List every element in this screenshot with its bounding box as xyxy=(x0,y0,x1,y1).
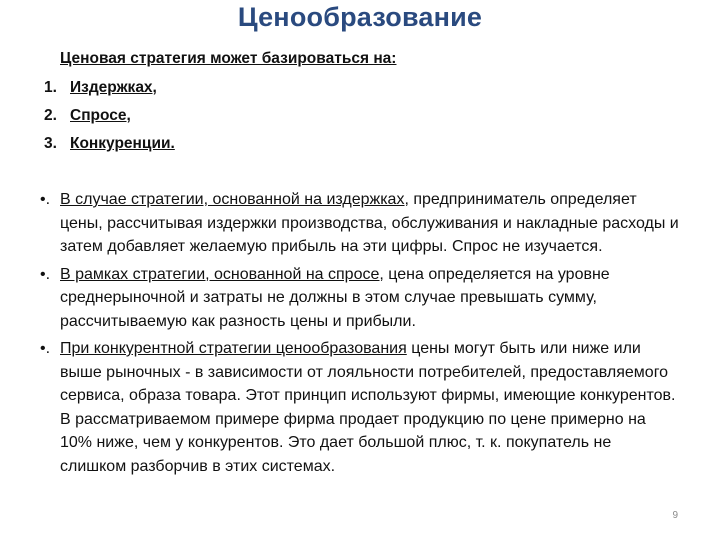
bullet-text: предприниматель определяет цены, рассчитывая издержки производства, обслуживания и накладные расходы и затем добавляет желаемую прибыль на эти цифры. Спрос не изучается. xyxy=(60,191,679,255)
bullet-item xyxy=(40,263,680,334)
page-number: 9 xyxy=(672,510,678,521)
slide-title: Ценообразование xyxy=(237,2,483,32)
list-item xyxy=(44,102,175,130)
list-number: 1. xyxy=(44,79,57,96)
list-number: 2. xyxy=(44,107,57,124)
bullet-item xyxy=(40,337,680,478)
bullet-lead: В рамках стратегии, основанной на спросе, xyxy=(60,265,384,283)
list-item xyxy=(44,74,175,102)
list-text: Конкуренции. xyxy=(70,135,175,152)
bullet-text: цены могут быть или ниже или выше рыночных - в зависимости от лояльности потребителей, предоставляемого сервиса, образа товара. Этот принцип используют фирмы, имеющие конкурентов. В рассматриваемом примере фирма продает продукцию по цене примерно на 10% ниже, чем у конкурентов. Это дает большой плюс, т. к. покупатель не слишком разборчив в этих системах. xyxy=(60,340,676,475)
list-text: Издержках, xyxy=(70,79,157,96)
bullet-lead: При конкурентной стратегии ценообразования xyxy=(60,340,407,357)
bullet-text: цена определяется на уровне среднерыночной и затраты не должны в этом случае превышать сумму, рассчитываемую как разность цены и прибыли. xyxy=(60,265,610,330)
list-text: Спросе, xyxy=(70,107,131,124)
bullet-item xyxy=(40,188,680,259)
list-item xyxy=(44,130,175,158)
bullet-list xyxy=(40,188,680,482)
bullet-marker: •. xyxy=(40,191,51,208)
slide-subtitle: Ценовая стратегия может базироваться на: xyxy=(60,50,397,67)
bullet-marker: •. xyxy=(40,265,51,283)
numbered-list xyxy=(44,74,175,158)
bullet-lead: В случае стратегии, основанной на издержках, xyxy=(60,191,409,208)
bullet-marker: •. xyxy=(40,340,51,357)
list-number: 3. xyxy=(44,135,57,152)
